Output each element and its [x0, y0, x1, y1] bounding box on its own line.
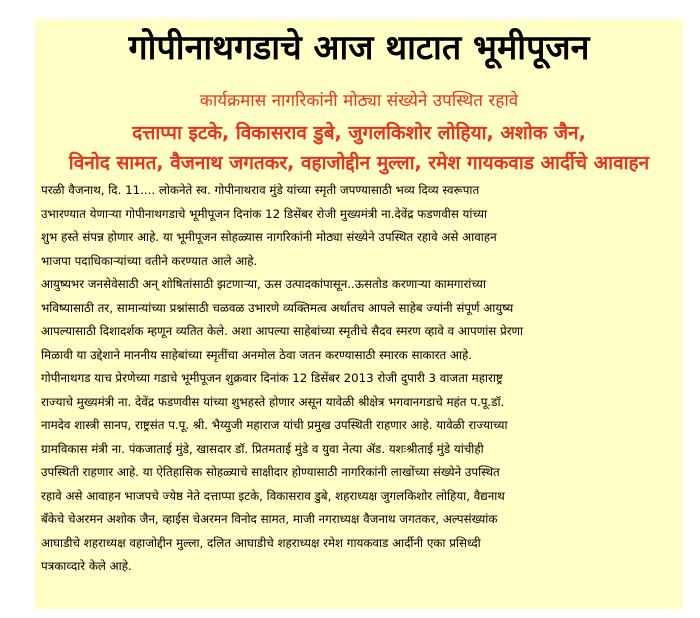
body-line: परळी वैजनाथ, दि. 11.... लोकनेते स्व. गोपीनाथराव मुंडे यांच्या स्मृती जपण्यासाठी भव्य दिव्य स्वरूपात	[41, 183, 480, 197]
body-line: पत्रकाव्दारे केले आहे.	[41, 559, 132, 573]
body-line: शुभ हस्ते संपन्न होणार आहे. या भूमीपूजन सोहळ्यास नागरिकांनी मोठ्या संख्येने उपस्थित रहावे असे आवाहन	[41, 230, 497, 244]
body-line: रहावे असे आवाहन भाजपचे ज्येष्ठ नेते दत्ताप्पा इटके, विकासराव डुबे, शहराध्यक्ष जुगलकिशोर लोहिया, वैद्यनाथ	[41, 488, 505, 503]
body-line: उभारण्यात येणाऱ्या गोपीनाथगडाचे भूमीपूजन दिनांक 12 डिसेंबर रोजी मुख्यमंत्री ना.देवेंद्र फडणवीस यांच्या	[41, 206, 488, 221]
body-line: आपल्यासाठी दिशादर्शक म्हणून व्यतित केले. अशा आपल्या साहेबांच्या स्मृतीचे सैदव स्मरण व्हावे व आपणांस प्रेरणा	[41, 324, 524, 338]
body-line: बँकेचे चेअरमन अशोक जैन, व्हाईस चेअरमन विनोद सामत, माजी नगराध्यक्ष वैजनाथ जगतकर, अल्पसंख्यांक	[41, 512, 498, 526]
subheading-3: विनोद सामत, वैजनाथ जगतकर, वहाजोद्दीन मुल्ला, रमेश गायकवाड आर्दीचे आवाहन	[68, 152, 650, 174]
subheading-1: कार्यक्रमास नागरिकांनी मोठ्या संख्येने उपस्थित रहावे	[199, 91, 519, 111]
body-line: राज्याचे मुख्यमंत्री ना. देवेंद्र फडणवीस यांच्या शुभहस्ते होणार असून यावेळी श्रीक्षेत्र भगवानगडाचे महंत प.पू.डॉ.	[41, 394, 505, 409]
headline: गोपीनाथगडाचे आज थाटात भूमीपूजन	[128, 28, 590, 68]
body-line: गोपीनाथगड याच प्रेरणेच्या गडाचे भूमीपूजन शुक्रवार दिनांक 12 डिसेंबर 2013 रोजी दुपारी 3 वाजता महाराष्ट्र	[41, 371, 503, 385]
news-article	[35, 19, 683, 609]
body-line: नामदेव शास्त्री सानप, राष्ट्रसंत प.पू. श्री. भैय्युजी महाराज यांची प्रमुख उपस्थिती राहणार आहे. यावेळी राज्याच्या	[41, 418, 508, 432]
body-line: उपस्थिती राहणार आहे. या ऐतिहासिक सोहळ्याचे साक्षीदार होण्यासाठी नागरिकांनी लाखोंच्या संख्येने उपस्थित	[41, 465, 500, 479]
body-line: भविष्यासाठी तर, सामान्यांच्या प्रश्नांसाठी चळवळ उभारणे व्यक्तिमत्व अर्थातच आपले साहेब ज्यांनी संपूर्ण आयुष्य	[41, 300, 514, 315]
article-body	[41, 179, 677, 579]
body-line: ग्रामविकास मंत्री ना. पंकजाताई मुंडे, खासदार डॉ. प्रितमताई मुंडे व युवा नेत्या ॲड. यशःश्रीताई मुंडे यांचीही	[41, 441, 484, 456]
body-line: भाजपा पदाधिकाऱ्यांच्या वतीने करण्यात आले आहे.	[41, 253, 258, 268]
subheading-2: दत्ताप्पा इटके, विकासराव डुबे, जुगलकिशोर लोहिया, अशोक जैन,	[132, 122, 586, 144]
body-line: मिळावी या उद्देशाने माननीय साहेबांच्या स्मृतींचा अनमोल ठेवा जतन करण्यासाठी स्मारक साकारत आहे.	[41, 347, 473, 362]
body-line: आघाडीचे शहराध्यक्ष वहाजोद्दीन मुल्ला, दलित आघाडीचे शहराध्यक्ष रमेश गायकवाड आर्दीनी एका प्रसिध्दी	[41, 535, 481, 550]
body-line: आयुष्यभर जनसेवेसाठी अन् शोषितांसाठी झटणाऱ्या, ऊस उत्पादकांपासून..ऊसतोड करणाऱ्या कामगारांच्या	[41, 277, 486, 291]
